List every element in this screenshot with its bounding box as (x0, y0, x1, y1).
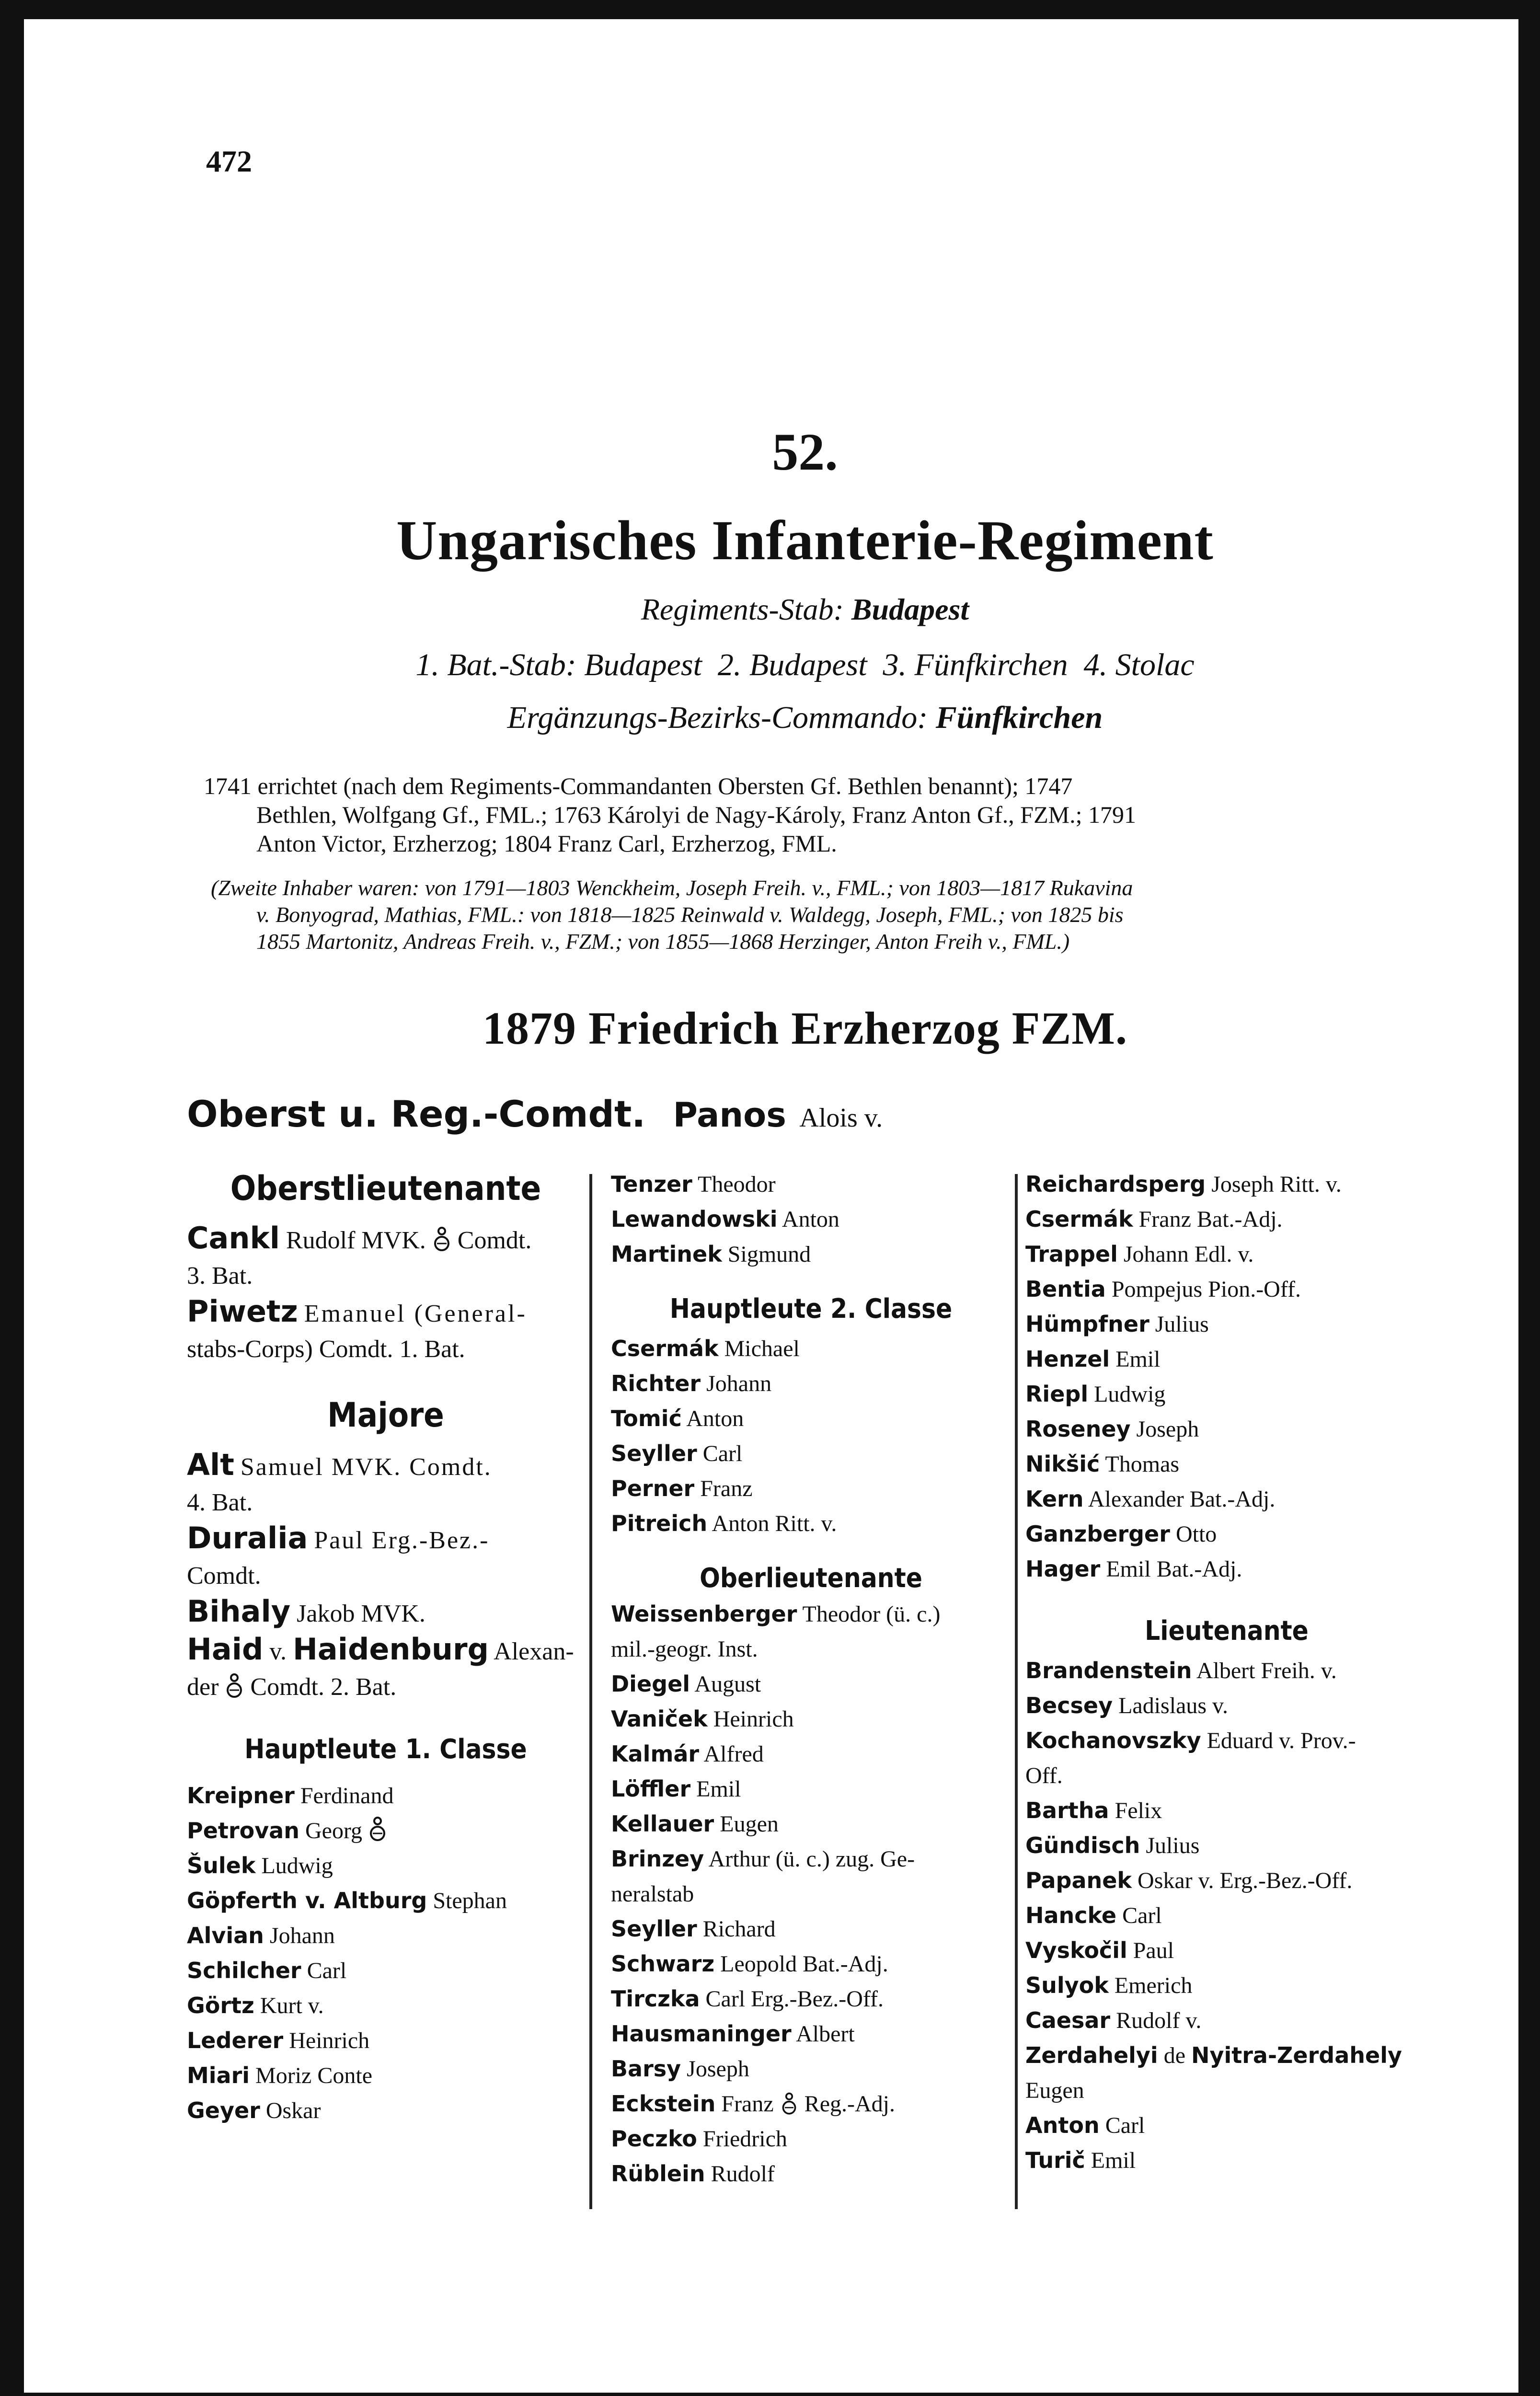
officer-surname: Kern (1025, 1486, 1084, 1512)
officer-details: Comdt. 2. Bat. (250, 1673, 397, 1701)
officer-entry (1025, 2038, 1428, 2073)
officer-details: Anton (686, 1406, 744, 1431)
officer-entry (611, 1981, 1011, 2016)
officer-surname: Henzel (1025, 1346, 1110, 1372)
officer-details: Richard (702, 1916, 776, 1942)
staff-label: Regiments-Stab: (641, 592, 844, 626)
officer-entry (1025, 1517, 1428, 1552)
officer-surname: Caesar (1025, 2007, 1111, 2033)
officer-surname: Miari (187, 2062, 250, 2088)
officer-entry-continuation: 4. Bat. (187, 1489, 253, 1516)
officer-entry (1025, 1863, 1428, 1898)
officer-entry (1025, 1968, 1428, 2003)
oberlieutenante-list (611, 1667, 1011, 1842)
officer-entry (611, 1597, 1011, 1632)
officer-details: Stephan (433, 1888, 507, 1913)
officer-details: Anton (781, 1207, 839, 1232)
officer-details: Johann (269, 1923, 335, 1948)
officer-entry (187, 1294, 585, 1332)
officer-entry (1025, 1167, 1428, 1202)
officer-entry (611, 1772, 1011, 1807)
section-heading-hauptleute-2: Hauptleute 2. Classe (669, 1293, 953, 1325)
second-owners-note (204, 875, 1428, 955)
officer-surname: Csermák (611, 1336, 719, 1361)
officer-entry (1025, 2108, 1428, 2143)
officer-entry (187, 1778, 585, 1813)
officer-entry-continuation: neralstab (611, 1881, 694, 1907)
officer-surname: Peczko (611, 2126, 697, 2152)
officer-surname: Brinzey (611, 1846, 704, 1872)
colonel-rank: Oberst u. Reg.-Comdt. (187, 1093, 646, 1135)
officer-entry (1025, 1342, 1428, 1377)
officer-details: Emil (1115, 1347, 1161, 1372)
officer-surname: Alvian (187, 1923, 264, 1948)
officer-details: Georg (305, 1818, 363, 1843)
lieutenante-list (1025, 1793, 1428, 2038)
regiment-title: Ungarisches Infanterie-Regiment (396, 509, 1214, 572)
officer-surname: Šulek (187, 1853, 256, 1878)
officer-entry (1025, 2143, 1428, 2178)
officer-entry (187, 1918, 585, 1953)
officer-entry (187, 1594, 585, 1632)
regiment-number: 52. (772, 423, 838, 481)
officer-details: Ferdinand (300, 1783, 394, 1809)
officer-surname: Perner (611, 1475, 695, 1501)
officer-details: Ludwig (261, 1853, 333, 1878)
officer-details: Theodor (ü. c.) (802, 1601, 941, 1627)
scan-edge-top (0, 0, 1540, 19)
officer-details: Franz Bat.-Adj. (1138, 1207, 1283, 1232)
officer-details: Joseph (1136, 1417, 1199, 1442)
officer-entry (1025, 1898, 1428, 1933)
officer-details: Alexan- (494, 1638, 574, 1665)
section-heading-hauptleute-1: Hauptleute 1. Classe (244, 1734, 527, 1765)
officer-entry (1025, 1272, 1428, 1307)
regiment-owner: 1879 Friedrich Erzherzog FZM. (483, 1002, 1127, 1054)
officer-surname: Turič (1025, 2147, 1085, 2173)
order-decoration-icon (780, 2091, 799, 2117)
scan-edge-left (0, 0, 24, 2396)
oberlieutenante-list-continued (1025, 1167, 1428, 1587)
district-label: Ergänzungs-Bezirks-Commando: (507, 700, 928, 735)
officer-details: Jakob MVK. (297, 1600, 425, 1627)
officer-surname: Schwarz (611, 1951, 715, 1977)
section-heading-oberstlieutenante: Oberstlieutenante (230, 1169, 541, 1208)
officer-details: Ludwig (1094, 1382, 1166, 1407)
order-decoration-icon (225, 1672, 244, 1701)
officer-surname: Hager (1025, 1556, 1101, 1582)
officer-entry (187, 1632, 585, 1670)
regiment-staff-line (182, 592, 1428, 627)
officer-surname: Görtz (187, 1993, 254, 2018)
officer-details: Leopold Bat.-Adj. (720, 1951, 888, 1977)
district-value: Fünfkirchen (935, 700, 1103, 735)
officer-surname: Sulyok (1025, 1972, 1109, 1998)
officer-details: August (694, 1671, 761, 1697)
officer-surname: Lederer (187, 2027, 284, 2053)
hauptleute-2-list (611, 1331, 1011, 1541)
officer-entry (611, 1436, 1011, 1471)
officer-particle: v. (269, 1638, 287, 1665)
colonel-row (187, 1093, 883, 1135)
officer-surname: Bentia (1025, 1276, 1106, 1302)
officer-details: Felix (1115, 1798, 1162, 1823)
officer-details: Joseph (687, 2056, 749, 2082)
officer-entry-continuation: stabs-Corps) Comdt. 1. Bat. (187, 1336, 465, 1363)
officer-entry-continuation (187, 1670, 585, 1705)
officer-details: Carl (307, 1958, 347, 1983)
staff-value: Budapest (851, 592, 969, 626)
officer-entry (611, 1842, 1011, 1877)
officer-details: Comdt. (457, 1227, 532, 1254)
officer-entry (1025, 1202, 1428, 1237)
officer-surname: Eckstein (611, 2091, 716, 2117)
officer-entry (1025, 1307, 1428, 1342)
officer-surname: Kellauer (611, 1811, 714, 1837)
officer-entry (187, 1953, 585, 1988)
officer-surname: Lewandowski (611, 1206, 778, 1232)
officer-surname: Göpferth v. Altburg (187, 1888, 427, 1913)
officer-surname: Kalmár (611, 1741, 700, 1767)
officer-details: Carl (1105, 2113, 1145, 2138)
officer-entry (611, 2016, 1011, 2051)
section-heading-lieutenante: Lieutenante (1145, 1615, 1309, 1647)
officer-details: Emanuel (General- (304, 1300, 527, 1327)
history-line: 1741 errichtet (nach dem Regiments-Commandanten Obersten Gf. Bethlen benannt); 1747 (204, 772, 1073, 799)
officer-entry-continuation: mil.-geogr. Inst. (611, 1636, 758, 1662)
officer-surname: Haid (187, 1632, 264, 1667)
officer-details: Samuel MVK. Comdt. (240, 1453, 492, 1481)
officer-surname: Becsey (1025, 1693, 1113, 1718)
officer-surname: Martinek (611, 1241, 722, 1267)
officer-details: Oskar v. Erg.-Bez.-Off. (1138, 1868, 1353, 1893)
officer-surname: Kreipner (187, 1783, 295, 1809)
note-line: 1855 Martonitz, Andreas Freih. v., FZM.; von 1855—1868 Herzinger, Anton Freih v., FML.) (256, 929, 1070, 954)
battalion-staff-line: 1. Bat.-Stab: Budapest 2. Budapest 3. Fünfkirchen 4. Stolac (415, 647, 1195, 682)
officer-details: Emerich (1114, 1973, 1193, 1998)
officer-details: Kurt v. (260, 1993, 324, 2018)
officer-entry (187, 1988, 585, 2023)
officer-entry (1025, 1482, 1428, 1517)
officer-surname: Reichardsperg (1025, 1171, 1206, 1197)
officer-details: Anton Ritt. v. (712, 1511, 837, 1536)
officer-details: Otto (1175, 1521, 1217, 1547)
officer-surname: Piwetz (187, 1294, 298, 1329)
officer-details: Julius (1155, 1312, 1209, 1337)
officer-surname: Löffler (611, 1776, 691, 1802)
officer-surname: Kochanovszky (1025, 1728, 1201, 1753)
officer-details: Emil (1091, 2148, 1136, 2173)
oberlieutenante-list (611, 1912, 1011, 2086)
officer-surname: Tenzer (611, 1171, 692, 1197)
column-3 (1025, 1167, 1428, 2178)
officer-surname: Duralia (187, 1521, 308, 1555)
officer-details: Ladislaus v. (1118, 1693, 1228, 1718)
officer-entry (1025, 1552, 1428, 1587)
officer-entry (611, 2121, 1011, 2156)
officer-surname: Gündisch (1025, 1832, 1140, 1858)
officer-details: Rudolf (711, 2161, 775, 2187)
officer-entry (611, 1702, 1011, 1737)
officer-details: Albert Freih. v. (1196, 1658, 1337, 1683)
lieutenante-list (1025, 2108, 1428, 2178)
officer-surname: Trappel (1025, 1241, 1118, 1267)
officer-surname: Bartha (1025, 1797, 1109, 1823)
officer-surname: Bihaly (187, 1594, 291, 1629)
officer-entry (187, 2023, 585, 2058)
officer-surname: Tirczka (611, 1986, 700, 2012)
page-number: 472 (206, 144, 252, 178)
officer-surname: Seyller (611, 1916, 697, 1942)
officer-details: Franz (700, 1476, 753, 1501)
column-divider (1015, 1174, 1018, 2209)
officer-details: Moriz Conte (255, 2063, 373, 2088)
history-line: Bethlen, Wolfgang Gf., FML.; 1763 Károlyi de Nagy-Károly, Franz Anton Gf., FZM.; 1791 (256, 801, 1137, 828)
officer-details: de (1163, 2043, 1185, 2068)
officer-details: Thomas (1105, 1451, 1180, 1477)
scan-edge-bottom (0, 2393, 1540, 2396)
note-line: v. Bonyograd, Mathias, FML.: von 1818—1825 Reinwald v. Waldegg, Joseph, FML.; von 1825 bis (256, 902, 1124, 927)
officer-surname: Geyer (187, 2097, 260, 2123)
officer-surname: Brandenstein (1025, 1658, 1192, 1683)
oberlieutenante-list (611, 2121, 1011, 2191)
officer-surname: Hümpfner (1025, 1311, 1149, 1337)
officer-details: Alfred (703, 1741, 764, 1767)
officer-details: Joseph Ritt. v. (1211, 1172, 1342, 1197)
officer-entry (611, 2156, 1011, 2191)
officer-entry (1025, 1828, 1428, 1863)
note-line: (Zweite Inhaber waren: von 1791—1803 Wenckheim, Joseph Freih. v., FML.; von 1803—1817 Rukavina (211, 875, 1133, 900)
officer-entry (1025, 1237, 1428, 1272)
officer-surname: Seyller (611, 1440, 697, 1466)
officer-details: Franz (721, 2091, 774, 2117)
officer-details: Heinrich (289, 2028, 370, 2053)
officer-details: Friedrich (702, 2126, 787, 2152)
officer-entry (1025, 2003, 1428, 2038)
section-heading-oberlieutenante: Oberlieutenante (700, 1563, 922, 1594)
officer-surname: Pitreich (611, 1510, 708, 1536)
officer-details: Sigmund (727, 1242, 811, 1267)
officer-surname: Csermák (1025, 1206, 1133, 1232)
officer-surname: Haidenburg (292, 1632, 489, 1667)
officer-details: Arthur (ü. c.) zug. Ge- (708, 1846, 915, 1872)
officer-entry (611, 1506, 1011, 1541)
officer-entry-continuation: Off. (1025, 1763, 1063, 1788)
officer-surname: Riepl (1025, 1381, 1089, 1407)
officer-details: Albert (796, 2021, 855, 2047)
officer-surname: Richter (611, 1371, 701, 1396)
officer-surname: Hancke (1025, 1902, 1117, 1928)
officer-details: Carl Erg.-Bez.-Off. (705, 1986, 884, 2012)
officer-entry (187, 1521, 585, 1558)
officer-surname: Rüblein (611, 2161, 705, 2187)
officer-entry (187, 1447, 585, 1485)
order-decoration-icon (432, 1225, 451, 1254)
officer-surname: Nikšić (1025, 1451, 1100, 1477)
officer-details: Rudolf MVK. (286, 1227, 426, 1254)
officer-details: Johann Edl. v. (1123, 1242, 1254, 1267)
column-divider (589, 1174, 592, 2209)
history-line: Anton Victor, Erzherzog; 1804 Franz Carl, Erzherzog, FML. (256, 830, 837, 857)
officer-details: Alexander Bat.-Adj. (1088, 1486, 1276, 1512)
officer-entry (1025, 1653, 1428, 1688)
officer-entry (611, 1947, 1011, 1981)
officer-entry (1025, 1447, 1428, 1482)
officer-entry (611, 1807, 1011, 1842)
officer-surname: Vyskočil (1025, 1937, 1127, 1963)
officer-surname: Roseney (1025, 1416, 1131, 1442)
officer-entry-continuation: Comdt. (187, 1562, 261, 1590)
officer-surname: Vaniček (611, 1706, 708, 1732)
officer-entry (187, 1221, 585, 1258)
officer-entry (1025, 1688, 1428, 1723)
regiment-history (204, 772, 1428, 858)
officer-surname: Zerdahelyi (1025, 2042, 1158, 2068)
colonel-given-name: Alois v. (799, 1103, 883, 1133)
officer-details: Emil Bat.-Adj. (1106, 1556, 1242, 1582)
officer-entry (1025, 1793, 1428, 1828)
officer-entry (187, 2058, 585, 2093)
scan-edge-right (1518, 0, 1540, 2396)
officer-entry (611, 1667, 1011, 1702)
officer-details: Heinrich (713, 1706, 794, 1732)
officer-details: Emil (696, 1776, 741, 1802)
officer-entry (611, 1331, 1011, 1366)
officer-entry (611, 1167, 1011, 1202)
recruiting-district-line (182, 700, 1428, 736)
officer-surname: Petrovan (187, 1818, 299, 1843)
column-1 (187, 1167, 585, 2128)
officer-surname: Papanek (1025, 1867, 1132, 1893)
officer-surname: Anton (1025, 2112, 1100, 2138)
officer-details: Paul Erg.-Bez.- (314, 1527, 490, 1554)
officer-entry (1025, 1412, 1428, 1447)
officer-surname: Hausmaninger (611, 2021, 792, 2047)
officer-details: Carl (1122, 1903, 1162, 1928)
officer-entry (187, 1883, 585, 1918)
officer-entry-continuation: 3. Bat. (187, 1262, 253, 1290)
section-heading-majore: Majore (327, 1395, 444, 1435)
officer-surname: Weissenberger (611, 1601, 797, 1627)
column-2 (611, 1167, 1011, 2191)
officer-details: Eduard v. Prov.- (1207, 1728, 1356, 1753)
captain-list-continued (611, 1167, 1011, 1272)
officer-entry-continuation: Eugen (1025, 2078, 1084, 2103)
officer-details: Rudolf v. (1116, 2008, 1202, 2033)
officer-entry (611, 1912, 1011, 1947)
officer-details: Michael (724, 1336, 800, 1361)
officer-surname: Cankl (187, 1221, 280, 1256)
officer-details: Johann (706, 1371, 772, 1396)
officer-surname: Schilcher (187, 1958, 301, 1983)
officer-entry (611, 2051, 1011, 2086)
officer-entry (611, 1471, 1011, 1506)
officer-entry (611, 1366, 1011, 1401)
officer-details: Eugen (720, 1811, 779, 1837)
officer-entry (611, 1401, 1011, 1436)
hauptleute-1-list (187, 1778, 585, 2128)
officer-entry (611, 1737, 1011, 1772)
officer-entry (611, 1237, 1011, 1272)
officer-details: Reg.-Adj. (804, 2091, 895, 2117)
officer-details: Julius (1146, 1833, 1200, 1858)
officer-entry (1025, 1723, 1428, 1758)
officer-surname: Alt (187, 1447, 234, 1482)
officer-details: Theodor (698, 1172, 776, 1197)
officer-entry (611, 1202, 1011, 1237)
officer-surname: Barsy (611, 2056, 681, 2082)
officer-surname: Diegel (611, 1671, 690, 1697)
officer-entry (1025, 1377, 1428, 1412)
officer-entry (187, 2093, 585, 2128)
officer-details: Oskar (265, 2098, 321, 2123)
officer-details: Carl (702, 1441, 743, 1466)
lieutenante-list (1025, 1653, 1428, 1723)
officer-details: der (187, 1673, 219, 1701)
officer-entry (611, 2086, 1011, 2121)
officer-details: Pompejus Pion.-Off. (1111, 1277, 1301, 1302)
order-decoration-icon (368, 1815, 387, 1844)
officer-surname: Ganzberger (1025, 1521, 1170, 1547)
officer-details: Paul (1133, 1938, 1174, 1963)
officer-entry (187, 1813, 585, 1848)
colonel-surname: Panos (673, 1095, 786, 1135)
officer-surname: Tomić (611, 1405, 682, 1431)
officer-entry (1025, 1933, 1428, 1968)
officer-surname: Nyitra-Zerdahely (1191, 2042, 1402, 2068)
officer-entry (187, 1848, 585, 1883)
